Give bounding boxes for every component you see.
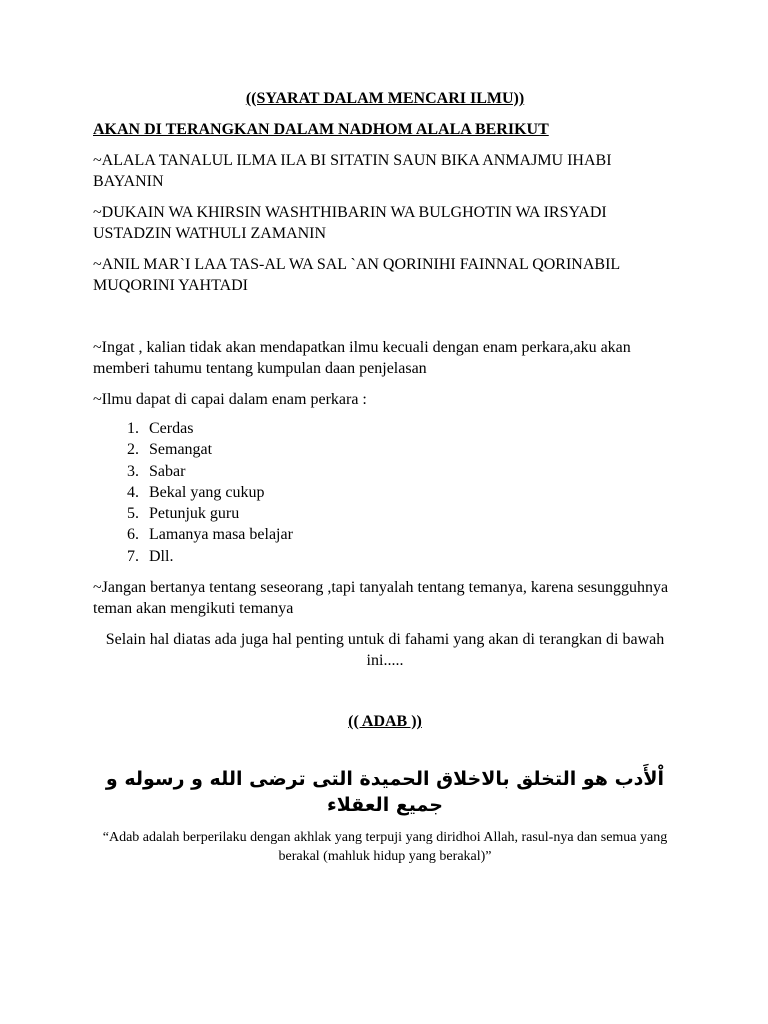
list-text: Semangat — [149, 441, 213, 459]
list-item — [93, 524, 293, 545]
list-item — [93, 482, 293, 503]
list-item — [93, 418, 293, 439]
list-number: 7. — [127, 547, 139, 565]
adab-heading: (( ADAB )) — [348, 713, 422, 730]
list-number: 6. — [127, 526, 139, 544]
list-text: Petunjuk guru — [149, 505, 240, 523]
list-item — [93, 439, 293, 460]
list-number: 4. — [127, 483, 139, 501]
nadhom-line-2: ~DUKAIN WA KHIRSIN WASHTHIBARIN WA BULGHOTIN WA IRSYADI USTADZIN WATHULI ZAMANIN — [93, 204, 607, 242]
advice-paragraph: ~Jangan bertanya tentang seseorang ,tapi tanyalah tentang temanya, karena sesungguhnya teman akan mengikuti temanya — [93, 579, 669, 617]
list-number: 3. — [127, 462, 139, 480]
list-number: 2. — [127, 441, 139, 459]
nadhom-line-1: ~ALALA TANALUL ILMA ILA BI SITATIN SAUN BIKA ANMAJMU IHABI BAYANIN — [93, 152, 612, 190]
list-number: 5. — [127, 505, 139, 523]
list-text: Sabar — [149, 462, 186, 480]
arabic-definition: اْلأَدب هو التخلق بالاخلاق الحميدة التى ترضى الله و رسوله و جميع العقلاء — [105, 768, 665, 816]
page-title: ((SYARAT DALAM MENCARI ILMU)) — [245, 90, 525, 107]
list-text: Dll. — [149, 547, 174, 565]
list-number: 1. — [127, 420, 139, 437]
list-text: Cerdas — [149, 420, 194, 437]
nadhom-line-3: ~ANIL MAR`I LAA TAS-AL WA SAL `AN QORINIHI FAINNAL QORINABIL MUQORINI YAHTADI — [93, 256, 620, 294]
section-subtitle: AKAN DI TERANGKAN DALAM NADHOM ALALA BERIKUT — [93, 121, 549, 138]
list-intro: ~Ilmu dapat di capai dalam enam perkara : — [93, 391, 367, 408]
list-item — [93, 503, 293, 524]
translation-quote: “Adab adalah berperilaku dengan akhlak yang terpuji yang diridhoi Allah, rasul-nya dan semua yang berakal (mahluk hidup yang berakal)” — [102, 830, 668, 864]
list-item — [93, 546, 293, 567]
list-text: Lamanya masa belajar — [149, 526, 293, 544]
transition-paragraph: Selain hal diatas ada juga hal penting untuk di fahami yang akan di terangkan di bawah ini..... — [105, 631, 665, 669]
list-item — [93, 461, 293, 482]
explanation-paragraph: ~Ingat , kalian tidak akan mendapatkan ilmu kecuali dengan enam perkara,aku akan memberi tahumu tentang kumpulan daan penjelasan — [93, 339, 631, 377]
list-text: Bekal yang cukup — [149, 483, 265, 501]
requirements-list — [93, 418, 293, 567]
